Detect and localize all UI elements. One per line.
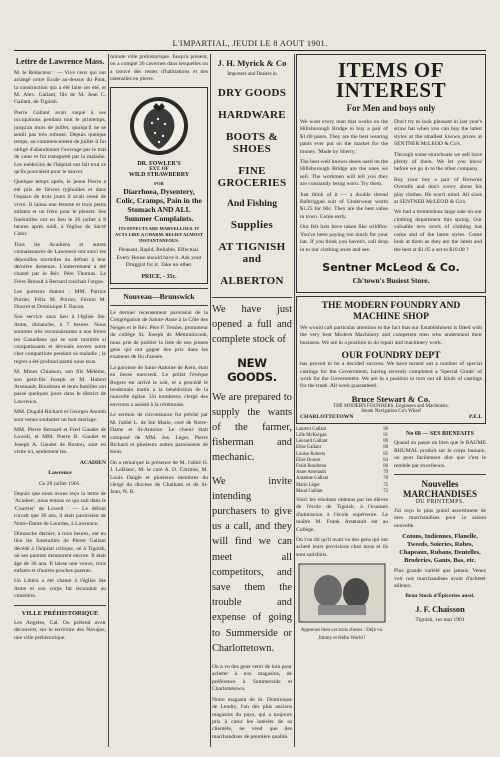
paragraph: Notre magasin de St. Dominique de Lendry, l'un des plus anciens magasins du pays, qui a toujours pris à cœur les intérêts de sa clientèle, ne vend que des marchandises de première qualité. bbox=[212, 696, 292, 740]
line-hardware: HARDWARE bbox=[218, 109, 286, 121]
foundry-paragraph: has proved to be a decided success. We have turned out a number of special castings for the Government, having recently completed a 'Special Grade' of work for the Government. We are in a position to turn out all kinds of castings for the trade. All work guaranteed. bbox=[300, 361, 482, 390]
illustration-icon bbox=[298, 563, 386, 623]
column-4 bbox=[296, 54, 486, 747]
paragraph: M. le Rédacteur : — Vive ceux qui ont arrangé notre Ecole au-dessus du Pont, la construction qui a été faite cet été, et M. Alex. Gallant, fils de M. Jean C. Gallant, de Tignish. bbox=[14, 69, 106, 106]
paragraph: MM. Pierre Bernard et Fred Gaudet de Lowell, et MM. Pierre B. Gaudet et Joseph A. Gaudet de Boston, sont en visite ici, seulement les. bbox=[14, 427, 106, 456]
column-rule bbox=[294, 54, 295, 747]
fowler-advertisement bbox=[110, 87, 208, 284]
foundry-dept-title: OUR FOUNDRY DEPT bbox=[341, 350, 441, 362]
paragraph: Depuis que nous avons reçu la lettre de 'Acadien', nous tenons ce qui suit dans le 'Courrier' de Lowell : — Le défunt n'avait que 36 ans, il était paroissien de Notre-Dame de Lourdes, à Lawrence. bbox=[14, 490, 106, 527]
column-3 bbox=[212, 54, 292, 747]
bottom-columns bbox=[296, 427, 486, 645]
item-paragraph: Just think of it — a double thread Balbriggan suit of Underwear worth $1.25 for 60c. They are the best value in town. Come early. bbox=[300, 191, 388, 220]
row-name: Anselme Gallant bbox=[296, 476, 329, 482]
item-paragraph: Through some strawboats we sell have plenty of them. We let you know before we go in to the other company. bbox=[394, 151, 482, 173]
line-supplies: Supplies bbox=[230, 219, 274, 231]
place-line: Lawrence bbox=[48, 470, 72, 477]
paragraph: Dimanche dernier, à trois heures, ont eu lieu les funérailles de Pierre Gallant décédé à l'hôpital critique, né à Tignish, où ses parents demeurent encore. Il était âgé de 36 ans. Il laisse une veuve, trois enfants et d'autres proches parents. bbox=[14, 530, 106, 574]
results-table bbox=[296, 427, 388, 495]
paragraph: Le sermon de circonstance fut prêché par M. l'abbé L. de Ste Marie, curé de Notre-Dame et St-Antoine. Le chœur était composé de MM. Jos. Léger, Pierre Richard et plusieurs autres paroissiens de Kent. bbox=[110, 412, 208, 456]
item-paragraph: We want every man that works on the Hillsborough Bridge to buy a pair of $1.00 pants. They are the best wearing pants ever put on the market for the money. 'Made by Sherry.' bbox=[300, 119, 388, 155]
items-columns bbox=[300, 119, 482, 257]
divider bbox=[394, 474, 486, 475]
strawberry-badge-icon bbox=[128, 95, 190, 157]
table-row bbox=[296, 489, 388, 495]
column-rule bbox=[108, 54, 109, 747]
row-score: 85 bbox=[383, 451, 388, 457]
paragraph: On l'on dit qu'il avait vu des gens qui ont acheté leurs provisions chez nous et ils sont satisfaits. bbox=[296, 537, 388, 558]
row-name: Laurent Gallant bbox=[296, 426, 327, 432]
items-right bbox=[394, 119, 482, 257]
bruce-sub: THE MODERN FOUNDERS, Engineers and Machinists. bbox=[333, 403, 449, 409]
paragraph: minute ville préhistorique. Jusqu'à présent, on a compté 26 cavernes dans lesquelles on a trouvé des restes d'habitations et des ustensiles en pierre. bbox=[110, 54, 208, 83]
paragraph: Voici les résultats obtenus par les élèves de l'école de Tignish, à l'examen d'admission à l'école supérieure. Le maître M. Frank Arsenault est au Collège. bbox=[296, 496, 388, 533]
bruce-place bbox=[300, 414, 482, 420]
column-rule bbox=[210, 54, 211, 747]
items-of-interest-ad bbox=[296, 54, 486, 293]
notice-paragraph: Quand on passe un bien que le BAUME RHUMAL produit sur le corps humain, on peut facilement dire que c'est le remède par excellence. bbox=[394, 440, 486, 469]
merch-title: Nouvelles MARCHANDISES bbox=[402, 478, 477, 499]
row-name: Anne Arsenault bbox=[296, 470, 326, 476]
bottom-left bbox=[296, 427, 388, 645]
paragraph: Les Angeles, Cal. On prétend avoir découvert, sur le territoire des Navajos, une ville préhistorique. bbox=[14, 619, 106, 641]
uses-text: Diarrhoea, Dysentery, Colic, Cramps, Pain in the Stomach AND ALL Summer Complaints. bbox=[116, 186, 202, 223]
brand-sub: EXT. OF bbox=[149, 166, 169, 172]
illustration-caption: Apprenez bien ces trois choses : Déjà vu. Jimmy et Hello World ! bbox=[300, 628, 384, 641]
row-name: Marie Léger bbox=[296, 482, 320, 488]
row-score: 72 bbox=[383, 488, 388, 494]
paragraph: Pierre Gallant avait vaqué à ses occupations pendant tout le printemps, jusqu'au mois de juillet, quoiqu'il ne se sentit pas très robuste. Depuis quelque temps, au commencement de juillet il fut obligé d'abandonner l'ouvrage par le mal de cœur et fut transporté par la maladie. Les médecins de l'hôpital ont fait tout ce qu'ils pouvaient pour le sauver. bbox=[14, 109, 106, 176]
line-alberton: ALBERTON bbox=[220, 275, 284, 287]
section-title: Nouveau—Brunswick bbox=[123, 291, 195, 301]
column-2 bbox=[110, 54, 208, 747]
items-subtitle: For Men and boys only bbox=[346, 103, 436, 113]
bruce-block bbox=[300, 394, 482, 420]
items-left bbox=[300, 119, 388, 257]
item-paragraph: Buy your boy a pair of Brownie Overalls and don't worry about his play clothes. He won't mind. All sizes at SENTNER McLEOD & Co's. bbox=[394, 176, 482, 206]
foundry-ad bbox=[296, 296, 486, 424]
effects-text: ITS EFFECTS ARE MARVELLOUS. IT ACTS LIKE A CHARM. RELIEF ALMOST INSTANTANEOUS. bbox=[115, 225, 203, 244]
row-score: 84 bbox=[383, 457, 388, 463]
paragraph: La paroisse de Saint-Antoine de Kent, était en liesse mercredi. Le prélat l'évêque Rogers est arrivé le soir, et a procédé le lendemain matin à la bénédiction de la nouvelle église. Un nombreux clergé des environs a assisté à la cérémonie. bbox=[110, 364, 208, 408]
notice-title: No 68 — SES BIENFAITS bbox=[406, 430, 474, 437]
row-name: Elise Gallant bbox=[296, 445, 321, 451]
row-score: 75 bbox=[383, 482, 388, 488]
store-sub: Importers and Dealers in bbox=[227, 72, 277, 77]
brand-line: DR. FOWLER'S bbox=[137, 160, 181, 167]
line-boots: BOOTS & SHOES bbox=[226, 131, 278, 155]
row-score: 79 bbox=[383, 470, 388, 476]
paragraph: Quelque temps après, le jeune Pierre a été pris de fièvres typhoïdes et dans l'espace de trois jours il avait cessé de vivre. Il laissa une femme et trois petits enfants et un frère pour le pleurer. Ses funérailles ont eu lieu le 26 juillet à 8 heures après midi, à l'église du Sacré Cœur. bbox=[14, 179, 106, 238]
row-score: 96 bbox=[383, 426, 388, 432]
price-text: PRICE, - 35c. bbox=[141, 273, 177, 280]
row-name: Elise Doucet bbox=[296, 457, 321, 463]
row-name: Louise Roberts bbox=[296, 451, 326, 457]
sentner-tag: Ch'town's Busiest Store. bbox=[352, 275, 430, 285]
pleasant-text: Pleasant, Rapid, Reliable, Effectual. Every House should have it. Ask your Druggist for it. Take no other. bbox=[116, 247, 202, 269]
big-text: We are prepared to supply the wants of the farmer, fisherman and mechanic. bbox=[212, 391, 292, 464]
divider bbox=[110, 305, 208, 306]
paragraph: Le dernier recensement paroissial de la Congrégation de Sainte-Anne à la Côte des Neiges et le Rév. Père F. Tessier, promoteur du collège St. Joseph de Memramcook, nous prie de publier la liste de nos jeunes gens qui ont gagné des prix dans les examens de fin d'année. bbox=[110, 310, 208, 361]
paragraph: MM. Dugald Richard et Georges Anomh sont venus souhaiter un bon mariage. bbox=[14, 409, 106, 423]
paragraph: M. Mines Chiasson, son fils Mélème, son petit-fils Joseph et M. Hubert Arsenault, Boudreau et leurs familles ont passé quelques jours dans le district de Lawrence. bbox=[14, 369, 106, 405]
paragraph: Tous les Acadiens et autres connaissances de Lawrence ont suivi les dépouilles mortelles du défunt à leur dernière demeure. L'enterrement a été chanté par le Rév. Père Thomas. Le Frère Breault à Bernard touchait l'orgue. bbox=[14, 241, 106, 285]
big-text: We have just opened a full and complete stock of bbox=[212, 304, 292, 346]
paragraph: Son service aura lieu à l'église Ste. Anne, dimanche, à 7 heures. Nous sommes très reconnaissants à nos frères les Canadiens qui se sont montrés si compatissants et dévoués envers notre cher compatriote pendant sa maladie ; le regret a été profond parmi nous tous. bbox=[14, 314, 106, 365]
item-paragraph: We had a tremendous large sale on our clothing department this spring. Our valuable new stock of clothing has come and of the latest styles. Come look at them as they are the latest and the best at $1.95 a set to $10.00 ? bbox=[394, 209, 482, 253]
row-name: Maud Gallant bbox=[296, 488, 323, 494]
line-tignish: AT TIGNISH and bbox=[218, 241, 286, 265]
merch-sub: DU PRINTEMPS. bbox=[415, 498, 465, 505]
merch-name: J. F. Chaisson bbox=[415, 604, 465, 614]
paragraph: On a vu des gens venir de loin pour acheter à nos magasins, de préférence à Summerside et Charlottetown. bbox=[212, 664, 292, 693]
section-title: VILLE PRÉHISTORIQUE bbox=[21, 609, 99, 617]
paragraph: On a remarqué la présence de M. l'abbé O. J. LeBlanc, M. le curé A. D. Cormier, M. Louis Daigle et plusieurs membres du clergé du diocèse de Chatham et de St-Jean, N. B. bbox=[110, 459, 208, 496]
row-name: Lille McKeigan bbox=[296, 432, 327, 438]
row-score: 78 bbox=[383, 476, 388, 482]
foundry-paragraph: We would call particular attention to the fact that our Establishment is fitted with the very best Modern Machinery and competent men who understand their business. We are in a position to do repair and machinery work. bbox=[300, 324, 482, 346]
merch-paragraph: J'ai reçu le plus grand assortiment de mes marchandises pour la saison nouvelle. bbox=[394, 507, 486, 529]
for-label: FOR bbox=[154, 180, 164, 186]
big-text: We invite intending purchasers to give us a call, and they will find we can meet all competitors, and save them the trouble and expense of going to Summerside or Charlottetown. bbox=[212, 475, 292, 654]
new-goods-heading: NEW GOODS. bbox=[227, 355, 277, 384]
sentner-name: Sentner McLeod & Co. bbox=[322, 260, 460, 274]
row-score: 88 bbox=[383, 445, 388, 451]
bruce-city: CHARLOTTETOWN bbox=[300, 413, 354, 420]
row-name: Fraid Boudreau bbox=[296, 463, 326, 469]
divider bbox=[14, 605, 106, 606]
item-paragraph: The best well known shoes used on the Hillsborough Bridge are the ones we sell. The workmen will tell you they are constantly being worn. Try them. bbox=[300, 159, 388, 188]
row-name: Léonard Gallant bbox=[296, 439, 328, 445]
column-1 bbox=[14, 54, 106, 747]
brand-name: WILD STRAWBERRY bbox=[128, 171, 190, 178]
row-score: 80 bbox=[383, 463, 388, 469]
divider bbox=[212, 297, 292, 298]
bruce-sub2: Steam Navigation Co's Wharf bbox=[361, 408, 421, 414]
article-title: Lettre de Lawrence Mass. bbox=[15, 57, 105, 66]
merch-ad bbox=[394, 479, 486, 624]
bruce-prov: P.E.I. bbox=[468, 413, 482, 420]
page-header: L'IMPARTIAL, JEUDI LE 8 AOUT 1901. bbox=[14, 38, 486, 51]
bruce-name: Bruce Stewart & Co. bbox=[351, 393, 431, 404]
merch-sign: Beau Stock d'Épiceries aussi. bbox=[405, 593, 475, 600]
signature: ACADIEN bbox=[79, 459, 106, 466]
sentner-block bbox=[300, 261, 482, 285]
row-score: 89 bbox=[383, 439, 388, 445]
line-dry-goods: DRY GOODS bbox=[217, 87, 287, 99]
line-fishing: And Fishing bbox=[227, 199, 277, 209]
item-paragraph: Don't try to look pleasant in last year's straw hat when you can buy the latest styles at the smallest known prices at SENTNER McLEOD & Co's. bbox=[394, 119, 482, 148]
merch-date: Tignish, 1er mai 1901 bbox=[415, 617, 465, 624]
merch-items: Cotons, Indiennes, Flanelle, Tweeds, Soieries, Robes, Chapeaux, Rubans, Dentelles, Broderies, Gants, Bas, etc. bbox=[399, 533, 481, 565]
date-line: Ce 28 juillet 1901. bbox=[39, 480, 81, 487]
bottom-right bbox=[394, 427, 486, 645]
foundry-title: THE MODERN FOUNDRY AND MACHINE SHOP bbox=[321, 299, 461, 322]
line-fine: FINE GROCERIES bbox=[217, 165, 287, 189]
store-name: J. H. Myrick & Co bbox=[217, 58, 287, 68]
paragraph: Les porteurs étaient : MM. Patrice Poirier, Félix M. Poirier, Firmin M. Doucet et Dominique F. Bacon. bbox=[14, 289, 106, 310]
row-score: 91 bbox=[383, 432, 388, 438]
divider bbox=[110, 288, 208, 289]
merch-paragraph: Plus grande variété que jamais. Venez voir nos marchandises avant d'acheter ailleurs. bbox=[394, 568, 486, 589]
item-paragraph: Our felt hats have taken like wildfire. You've been paying too much for your hat. If you think you haven't, call drop in to our clothing store and see. bbox=[300, 224, 388, 253]
items-title: ITEMS OF INTEREST bbox=[335, 58, 447, 102]
paragraph: Un Libéra a été chanté à l'église Ste Anne et son corps fut reconduit au cimetière. bbox=[14, 578, 106, 600]
